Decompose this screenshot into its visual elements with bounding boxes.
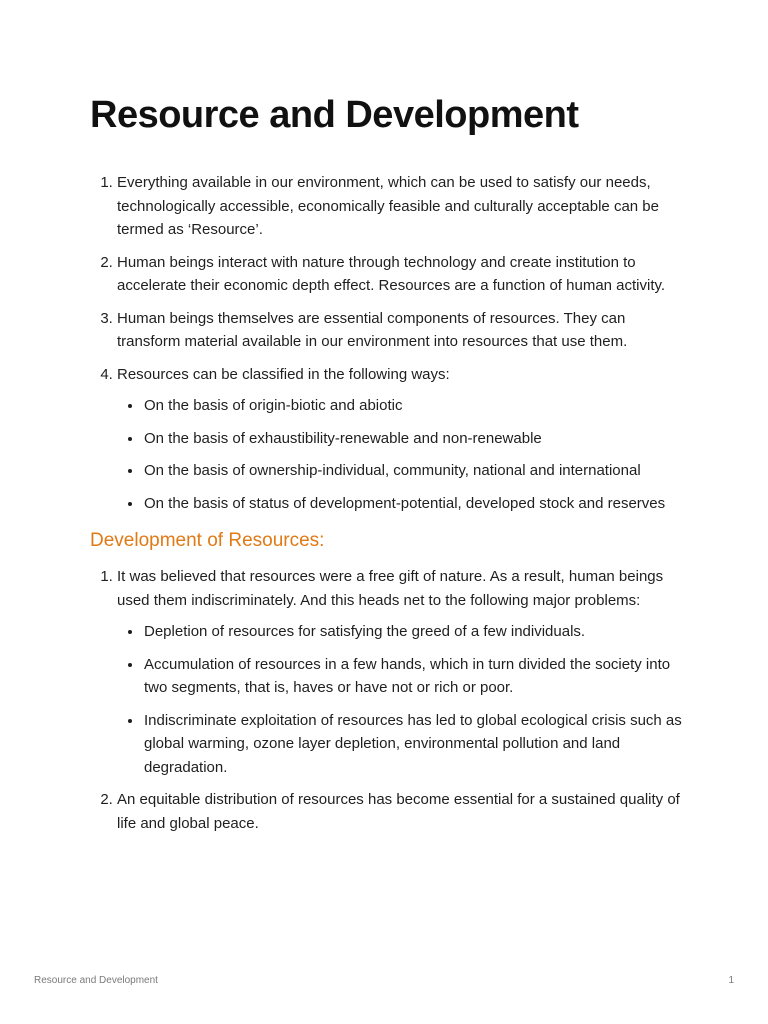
bullet-item: Accumulation of resources in a few hands, which in turn divided the society into two segments, that is, haves or have not or rich or poor. [144, 653, 690, 700]
bullet-item: Indiscriminate exploitation of resources has led to global ecological crisis such as global warming, ozone layer depletion, environmental pollution and land degradation. [144, 709, 690, 780]
page-footer [34, 975, 734, 986]
footer-doc-name: Resource and Development [34, 975, 158, 986]
list-item-problems [117, 565, 690, 779]
list-item: 1. Everything available in our environment, which can be used to satisfy our needs, technologically accessible, economically feasible and culturally acceptable can be termed as ‘Resource’. [117, 171, 690, 242]
page-content [90, 92, 690, 844]
list-item-classification [117, 363, 690, 516]
list-item: 3. Human beings themselves are essential components of resources. They can transform material available in our environment into resources that use them. [117, 307, 690, 354]
development-list [90, 565, 690, 835]
bullet-item: On the basis of ownership-individual, community, national and international [144, 459, 690, 483]
bullet-item: On the basis of origin-biotic and abiotic [144, 394, 690, 418]
bullet-item: On the basis of exhaustibility-renewable and non-renewable [144, 427, 690, 451]
list-item: 2. An equitable distribution of resources has become essential for a sustained quality of life and global peace. [117, 788, 690, 835]
list-item: 2. Human beings interact with nature through technology and create institution to accelerate their economic depth effect. Resources are a function of human activity. [117, 251, 690, 298]
section-heading: Development of Resources: [90, 530, 325, 551]
list-item-text: Resources can be classified in the following ways: [117, 365, 450, 383]
classification-bullets [117, 394, 690, 515]
bullet-item: On the basis of status of development-potential, developed stock and reserves [144, 492, 690, 516]
bullet-item: Depletion of resources for satisfying the greed of a few individuals. [144, 620, 690, 644]
list-item-text: It was believed that resources were a free gift of nature. As a result, human beings used them indiscriminately. And this heads net to the following major problems: [117, 568, 664, 609]
page-number: 1 [728, 975, 734, 986]
intro-list [90, 171, 690, 515]
problem-bullets [117, 620, 690, 779]
page-title: Resource and Development [90, 94, 579, 136]
